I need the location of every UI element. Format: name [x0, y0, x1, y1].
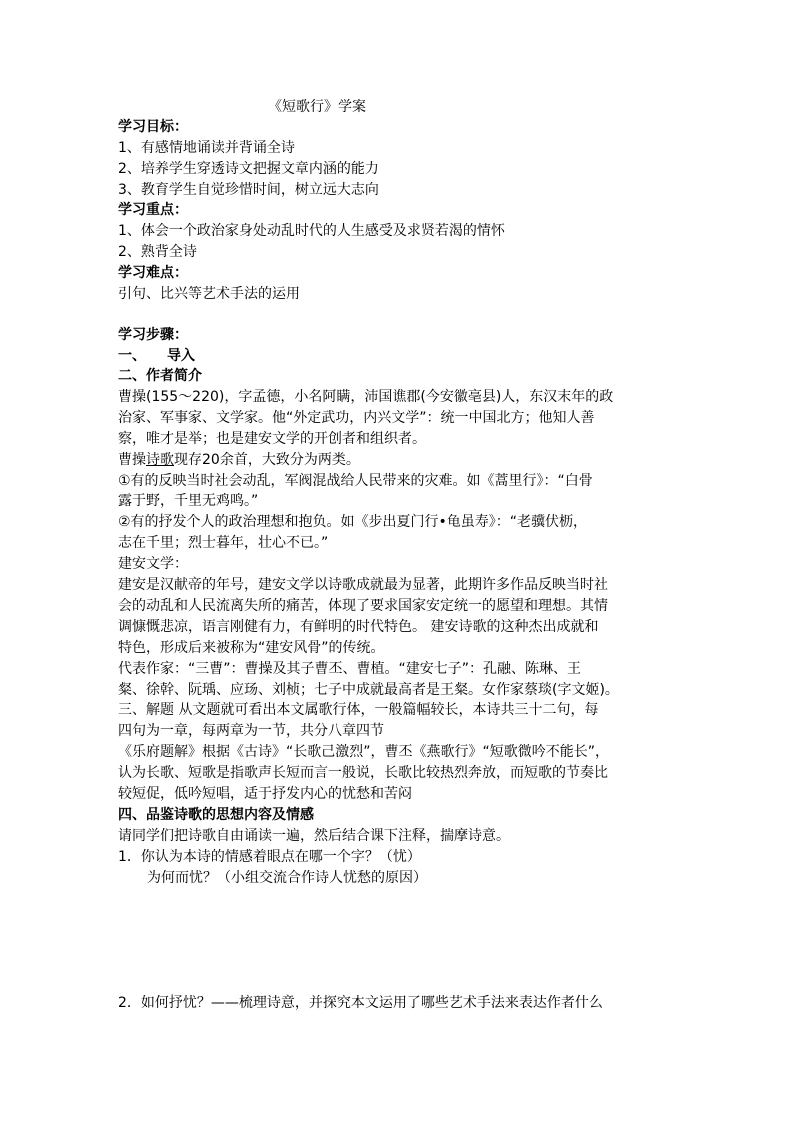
paragraph-line: 察，唯才是举；也是建安文学的开创者和组织者。	[118, 431, 426, 447]
difficulty-item: 引句、比兴等艺术手法的运用	[118, 286, 300, 302]
section-heading-key-points: 学习重点：	[118, 202, 188, 218]
document-title: 《短歌行》学案	[268, 99, 366, 115]
paragraph-line: 露于野，千里无鸡鸣。”	[118, 493, 259, 509]
section-heading-appreciation: 四、品鉴诗歌的思想内容及情感	[118, 807, 314, 823]
question-item: 2．如何抒忧？——梳理诗意，并探究本文运用了哪些艺术手法来表达作者什么	[118, 995, 603, 1011]
paragraph-line: 曹操(155～220)，字孟德，小名阿瞒，沛国谯郡(今安徽亳县)人，东汉末年的政	[118, 389, 614, 405]
section-heading-objectives: 学习目标：	[118, 119, 188, 135]
paragraph-line	[118, 450, 688, 470]
paragraph-line: 《乐府题解》根据《古诗》“长歌己激烈”，曹丕《燕歌行》“短歌微吟不能长”，	[118, 744, 610, 760]
paragraph-line: 调慷慨悲凉，语言刚健有力，有鲜明的时代特色。 建安诗歌的这种杰出成就和	[118, 619, 599, 635]
paragraph-line: 代表作家：“三曹”：曹操及其子曹丕、曹植。“建安七子”：孔融、陈琳、王	[118, 661, 582, 677]
paragraph-line: 四句为一章，每两章为一节，共分八章四节	[118, 723, 384, 739]
objective-item: 1、有感情地诵读并背诵全诗	[118, 140, 295, 156]
paragraph-line: 志在千里；烈士暮年，壮心不已。”	[118, 535, 329, 551]
paragraph-line: 认为长歌、短歌是指歌声长短而言一般说，长歌比较热烈奔放，而短歌的节奏比	[118, 765, 608, 781]
paragraph-line: 三、解题 从文题就可看出本文属歌行体，一般篇幅较长，本诗共三十二句，每	[118, 702, 599, 718]
paragraph-line: 建安文学：	[118, 556, 188, 572]
section-heading-difficulties: 学习难点：	[118, 265, 188, 281]
question-item: 1．你认为本诗的情感着眼点在哪一个字？（忧）	[118, 849, 421, 865]
paragraph-line: 较短促，低吟短唱，适于抒发内心的忧愁和苦闷	[118, 786, 412, 802]
poetry-link[interactable]: 诗歌	[146, 452, 174, 468]
objective-item: 3、教育学生自觉珍惜时间，树立远大志向	[118, 182, 379, 198]
paragraph-line: 粲、徐幹、阮瑀、应玚、刘桢；七子中成就最高者是王粲。女作家蔡琰(字文姬)。	[118, 682, 619, 698]
poetry-count-text: 现存20余首，大致分为两类。	[174, 452, 360, 468]
key-point-item: 1、体会一个政治家身处动乱时代的人生感受及求贤若渴的情怀	[118, 223, 505, 239]
author-name: 曹操	[118, 452, 146, 468]
paragraph-line: ①有的反映当时社会动乱，军阀混战给人民带来的灾难。如《蒿里行》：“白骨	[118, 473, 593, 489]
paragraph-line: 请同学们把诗歌自由诵读一遍，然后结合课下注释，揣摩诗意。	[118, 828, 510, 844]
paragraph-line: 会的动乱和人民流离失所的痛苦，体现了要求国家安定统一的愿望和理想。其情	[118, 598, 608, 614]
question-item: 为何而忧？（小组交流合作诗人忧愁的原因）	[147, 870, 427, 886]
key-point-item: 2、熟背全诗	[118, 244, 197, 260]
step-author: 二、作者简介	[118, 368, 202, 384]
paragraph-line: 特色，形成后来被称为“建安风骨”的传统。	[118, 640, 385, 656]
section-heading-steps: 学习步骤：	[118, 327, 188, 343]
paragraph-line: 建安是汉献帝的年号，建安文学以诗歌成就最为显著，此期许多作品反映当时社	[118, 577, 608, 593]
objective-item: 2、培养学生穿透诗文把握文章内涵的能力	[118, 161, 379, 177]
paragraph-line: 治家、军事家、文学家。他“外定武功，内兴文学”：统一中国北方；他知人善	[118, 410, 595, 426]
paragraph-line: ②有的抒发个人的政治理想和抱负。如《步出夏门行•龟虽寿》：“老骥伏枥，	[118, 514, 588, 530]
step-intro: 一、 导入	[118, 348, 195, 364]
